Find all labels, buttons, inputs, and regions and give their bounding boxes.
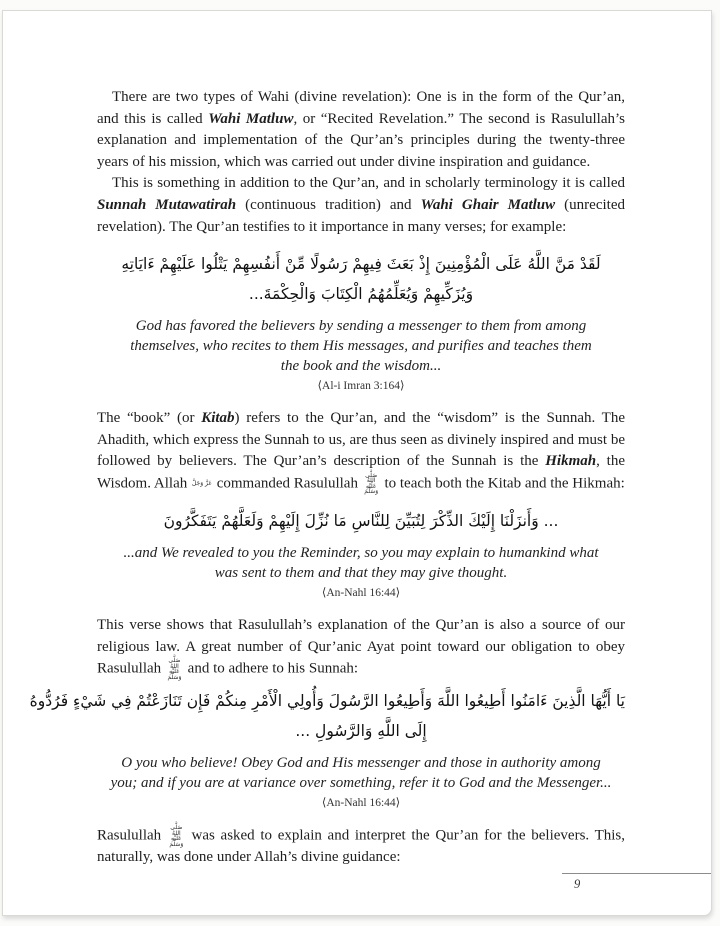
paragraph-text: , or “Recited Revelation.” The second is Rasulullah’s explanation and implementation of the Qur’an’s principles during the twenty-three years of his mission, which was carried out under divine inspiration and guidance. xyxy=(97,110,625,170)
footer-rule xyxy=(562,873,711,874)
prophet-honorific-mark: صَلَّى اللهُ عَلَيْهِ وَسَلَّمَ xyxy=(364,471,379,496)
verse-block-1 xyxy=(97,249,625,394)
page-content xyxy=(29,87,625,869)
body-paragraph-4 xyxy=(97,615,625,680)
arabic-verse-line: إِلَى اللَّهِ وَالرَّسُولِ ... xyxy=(295,722,427,741)
arabic-verse-1 xyxy=(97,249,625,309)
body-paragraph-1 xyxy=(97,87,625,173)
prophet-honorific-mark: صَلَّى اللهُ عَلَيْهِ وَسَلَّمَ xyxy=(169,824,184,848)
paragraph-text: was asked to explain and interpret the Qur’an for the believers. This, naturally, was done under Allah’s divine guidance: xyxy=(97,827,625,866)
paragraph-text: , the Wisdom. Allah xyxy=(97,453,625,492)
paragraph-text: and to adhere to his Sunnah: xyxy=(183,660,359,677)
paragraph-text: This verse shows that Rasulullah’s explanation of the Qur’an is also a source of our religious law. A great number of Qur’anic Ayat point toward our obligation to obey Rasulullah xyxy=(97,616,625,677)
arabic-verse-line: ... وَأَنزَلْنَا إِلَيْكَ الذِّكْرَ لِتُبَيِّنَ لِلنَّاسِ مَا نُزِّلَ إِلَيْهِمْ وَلَعَلَّهُمْ يَتَفَكَّرُونَ xyxy=(163,511,559,530)
body-paragraph-3 xyxy=(97,408,625,495)
verse-translation-1: God has favored the believers by sending a messenger to them from among themselves, who recites to them His messages, and purifies and teaches them the book and the wisdom... xyxy=(130,318,592,375)
paragraph-text: Rasulullah xyxy=(97,827,167,844)
verse-citation-3: ⟨An-Nahl 16:44⟩ xyxy=(321,797,401,810)
paragraph-text: commanded Rasulullah xyxy=(212,475,362,492)
arabic-verse-line: يَا أَيُّهَا الَّذِينَ ءَامَنُوا أَطِيعُوا اللَّهَ وَأَطِيعُوا الرَّسُولَ وَأُولِي الْأَمْرِ مِنكُمْ فَإِن تَنَازَعْتُمْ فِي شَيْءٍ فَرُدُّوهُ xyxy=(29,692,625,711)
paragraph-text: (unrecited revelation). The Qur’an testifies to it importance in many verses; for example: xyxy=(97,196,625,235)
arabic-verse-line: لَقَدْ مَنَّ اللَّهُ عَلَى الْمُؤْمِنِينَ إِذْ بَعَثَ فِيهِمْ رَسُولًا مِّنْ أَنفُسِهِمْ يَتْلُوا عَلَيْهِمْ ءَايَاتِهِ xyxy=(121,255,601,274)
book-page xyxy=(2,10,712,916)
prophet-honorific-mark: صَلَّى اللهُ عَلَيْهِ وَسَلَّمَ xyxy=(167,657,182,681)
paragraph-text: ) refers to the Qur’an, and the “wisdom” is the Sunnah. The Ahadith, which express the Sunnah to us, are thus seen as divinely inspired and must be followed by believers. The Qur’an’s description of the Sunnah is the xyxy=(97,410,625,470)
body-paragraph-5 xyxy=(97,825,625,869)
verse-citation-2: ⟨An-Nahl 16:44⟩ xyxy=(321,586,401,599)
term-sunnah-mutawatirah: Sunnah Mutawatirah xyxy=(97,196,237,213)
allah-honorific-mark: عَزَّ وَجَلَّ xyxy=(192,480,212,488)
page-number: 9 xyxy=(574,877,581,891)
paragraph-text: (continuous tradition) and xyxy=(236,196,421,213)
verse-translation-3: O you who believe! Obey God and His messenger and those in authority among you; and if you are at variance over something, refer it to God and the Messenger... xyxy=(110,755,612,792)
verse-citation-1: ⟨Al-i Imran 3:164⟩ xyxy=(317,380,405,393)
verse-block-3 xyxy=(29,686,625,811)
term-kitab: Kitab xyxy=(201,410,235,427)
verse-block-2 xyxy=(97,506,625,601)
paragraph-text: This is something in addition to the Qur’an, and in scholarly terminology it is called xyxy=(112,175,625,192)
paragraph-text: The “book” (or xyxy=(97,410,202,427)
arabic-verse-3 xyxy=(29,686,625,746)
term-wahi-ghair-matluw: Wahi Ghair Matluw xyxy=(420,196,556,213)
arabic-verse-2 xyxy=(97,506,625,536)
body-paragraph-2 xyxy=(97,173,625,238)
paragraph-text: to teach both the Kitab and the Hikmah: xyxy=(380,475,625,492)
verse-translation-2: ...and We revealed to you the Reminder, so you may explain to humankind what was sent to them and that they may give thought. xyxy=(123,544,599,581)
term-wahi-matluw: Wahi Matluw xyxy=(208,110,294,127)
arabic-verse-line: وَيُزَكِّيهِمْ وَيُعَلِّمُهُمُ الْكِتَابَ وَالْحِكْمَةَ... xyxy=(248,285,474,304)
term-hikmah: Hikmah xyxy=(545,453,597,470)
paragraph-text: There are two types of Wahi (divine revelation): One is in the form of the Qur’an, and this is called xyxy=(97,89,625,127)
